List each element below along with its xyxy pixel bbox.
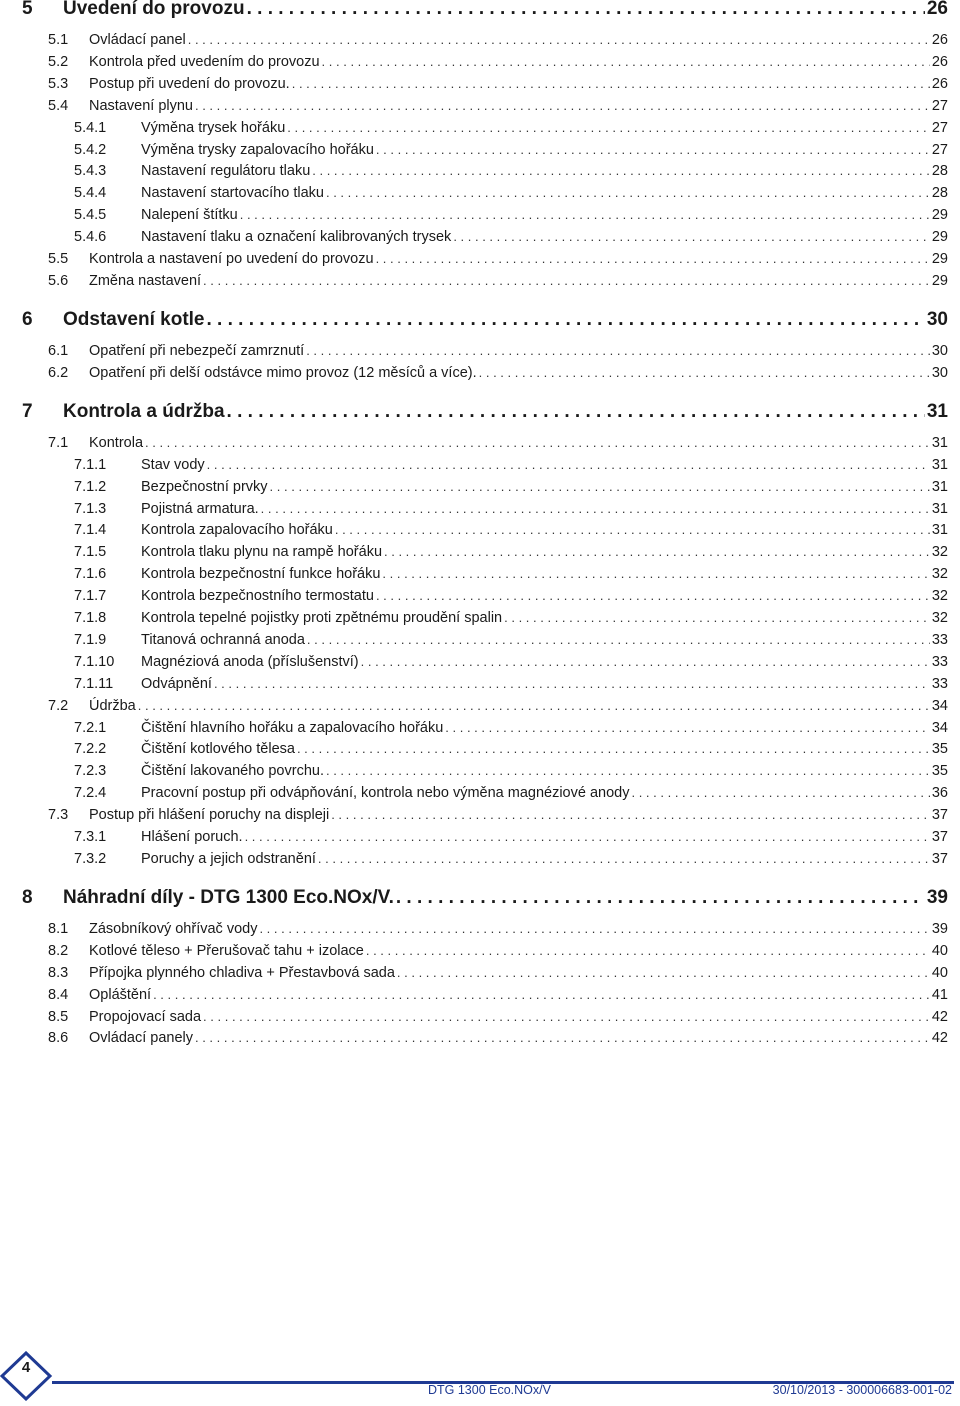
toc-title: Ovládací panel: [89, 32, 186, 48]
toc-section[interactable]: [48, 54, 948, 74]
toc-number: 7.1.10: [74, 653, 115, 670]
toc-number: 7.1.3: [74, 500, 107, 517]
toc-page-number: 29: [931, 207, 948, 224]
toc-page-number: 36: [931, 785, 948, 802]
toc-subsection[interactable]: [74, 479, 948, 499]
toc-number: 5.4.2: [74, 141, 107, 158]
toc-leader-dots: [153, 987, 930, 1002]
toc-title: Opláštění: [89, 986, 152, 1003]
toc-title: Čištění kotlového tělesa: [141, 741, 295, 758]
toc-leader-dots: [312, 163, 930, 178]
toc-leader-dots: [240, 207, 930, 222]
toc-number: 7.2.3: [74, 763, 107, 780]
toc-leader-dots: [292, 76, 930, 91]
toc-title: Čištění hlavního hořáku a zapalovacího hořáku: [141, 719, 444, 736]
toc-subsection[interactable]: [74, 720, 948, 740]
toc-subsection[interactable]: [74, 741, 948, 761]
toc-subsection[interactable]: [74, 763, 948, 783]
toc-leader-dots: [247, 0, 925, 20]
toc-leader-dots: [453, 229, 930, 244]
toc-number: 7.1.6: [74, 566, 107, 583]
toc-number: 8.3: [48, 964, 69, 981]
toc-subsection[interactable]: [74, 120, 948, 140]
toc-number: 7.3.1: [74, 829, 107, 845]
toc-number: 7.2: [48, 697, 69, 714]
toc-leader-dots: [366, 943, 930, 958]
toc-subsection[interactable]: [74, 588, 948, 608]
toc-title: Kontrola zapalovacího hořáku: [141, 522, 333, 539]
toc-title: Postup při hlášení poruchy na displeji: [89, 807, 330, 824]
footer-model: DTG 1300 Eco.NOx/V: [428, 1383, 551, 1397]
toc-leader-dots: [396, 887, 925, 909]
toc-leader-dots: [145, 435, 930, 450]
toc-title: Stav vody: [141, 456, 205, 473]
toc-subsection[interactable]: [74, 632, 948, 652]
toc-page-number: 40: [931, 964, 948, 981]
toc-leader-dots: [322, 54, 930, 69]
toc-leader-dots: [261, 501, 930, 516]
toc-leader-dots: [631, 785, 929, 800]
toc-leader-dots: [376, 588, 930, 603]
toc-title: Poruchy a jejich odstranění: [141, 850, 316, 867]
toc-number: 5.4.4: [74, 185, 107, 202]
toc-leader-dots: [397, 965, 930, 980]
toc-title: Kontrola a nastavení po uvedení do provozu: [89, 251, 374, 267]
toc-number: 8.4: [48, 986, 69, 1003]
toc-subsection[interactable]: [74, 142, 948, 162]
toc-section[interactable]: [48, 435, 948, 455]
toc-page-number: 41: [931, 986, 948, 1003]
toc-number: 7.2.4: [74, 785, 107, 802]
toc-title: Opatření při delší odstávce mimo provoz (12 měsíců a více).: [89, 364, 477, 381]
toc-section[interactable]: [48, 365, 948, 385]
toc-page-number: 26: [931, 75, 948, 92]
toc-title: Propojovací sada: [89, 1008, 202, 1025]
toc-leader-dots: [270, 479, 930, 494]
toc-leader-dots: [214, 676, 930, 691]
toc-subsection[interactable]: [74, 163, 948, 183]
toc-number: 5.2: [48, 53, 69, 70]
toc-page-number: 32: [931, 610, 948, 626]
toc-number: 5.3: [48, 75, 69, 92]
toc-chapter[interactable]: [22, 0, 948, 22]
toc-number: 7.2.1: [74, 719, 107, 736]
toc-chapter[interactable]: [22, 309, 948, 333]
toc-page-number: 31: [931, 456, 948, 473]
toc-title: Kontrola bezpečnostní funkce hořáku: [141, 566, 381, 583]
toc-page-number: 35: [931, 763, 948, 780]
toc-page-number: 27: [931, 141, 948, 158]
toc-title: Kotlové těleso + Přerušovač tahu + izolace: [89, 942, 364, 959]
toc-page-number: 32: [931, 566, 948, 583]
toc-number: 7.1.2: [74, 478, 107, 495]
toc-title: Pojistná armatura.: [141, 500, 259, 517]
toc-page-number: 39: [926, 886, 948, 908]
toc-number: 6.1: [48, 342, 69, 359]
toc-title: Uvedení do provozu: [63, 0, 245, 19]
toc-number: 5.4.1: [74, 119, 107, 136]
toc-page-number: 29: [931, 229, 948, 246]
toc-subsection[interactable]: [74, 654, 948, 674]
toc-number: 7.1.5: [74, 544, 107, 561]
toc-number: 7.1.9: [74, 631, 107, 648]
toc-number: 7.1.11: [74, 675, 114, 692]
toc-subsection[interactable]: [74, 851, 948, 871]
footer-doc-ref: 30/10/2013 - 300006683-001-02: [772, 1383, 952, 1397]
toc-page-number: 33: [931, 653, 948, 670]
toc-page-number: 30: [931, 342, 948, 359]
toc-leader-dots: [138, 698, 930, 713]
toc-page-number: 32: [931, 544, 948, 561]
toc-leader-dots: [306, 343, 930, 358]
toc-number: 7.3: [48, 807, 69, 824]
toc-leader-dots: [335, 522, 930, 537]
toc-leader-dots: [479, 365, 930, 380]
toc-number: 5.4: [48, 97, 69, 114]
toc-page-number: 29: [931, 251, 948, 267]
toc-subsection[interactable]: [74, 566, 948, 586]
toc-leader-dots: [259, 921, 929, 936]
toc-title: Nastavení plynu: [89, 97, 193, 114]
toc-title: Postup při uvedení do provozu.: [89, 75, 290, 92]
toc-page-number: 27: [931, 119, 948, 136]
toc-number: 5.6: [48, 272, 69, 289]
toc-leader-dots: [361, 654, 930, 669]
toc-title: Nastavení regulátoru tlaku: [141, 163, 311, 180]
toc-leader-dots: [331, 807, 930, 822]
toc-number: 7.3.2: [74, 850, 107, 867]
toc-section[interactable]: [48, 76, 948, 96]
toc-page-number: 37: [931, 829, 948, 845]
toc-title: Bezpečnostní prvky: [141, 478, 268, 495]
toc-subsection[interactable]: [74, 185, 948, 205]
toc-subsection[interactable]: [74, 457, 948, 477]
toc-page-number: 31: [931, 522, 948, 539]
toc-page-number: 37: [931, 850, 948, 867]
toc-number: 8.5: [48, 1008, 69, 1025]
toc-section[interactable]: [48, 965, 948, 985]
toc-leader-dots: [504, 610, 930, 625]
toc-leader-dots: [287, 120, 930, 135]
toc-section[interactable]: [48, 343, 948, 363]
toc-page-number: 28: [931, 185, 948, 202]
toc-title: Náhradní díly - DTG 1300 Eco.NOx/V.: [63, 886, 394, 908]
toc-number: 7.1: [48, 434, 69, 451]
toc-title: Kontrola tepelné pojistky proti zpětnému proudění spalin: [141, 610, 503, 626]
toc-subsection[interactable]: [74, 829, 948, 849]
toc-subsection[interactable]: [74, 544, 948, 564]
toc-leader-dots: [195, 98, 930, 113]
toc-section[interactable]: [48, 1030, 948, 1050]
toc-number: 5.1: [48, 32, 69, 48]
toc-section[interactable]: [48, 698, 948, 718]
toc-leader-dots: [445, 720, 930, 735]
toc-leader-dots: [203, 1009, 930, 1024]
toc-leader-dots: [207, 457, 930, 472]
toc-title: Kontrola bezpečnostního termostatu: [141, 588, 374, 605]
toc-page-number: 30: [931, 364, 948, 381]
toc-title: Nalepení štítku: [141, 207, 238, 224]
toc-page-number: 42: [931, 1030, 948, 1047]
toc-subsection[interactable]: [74, 610, 948, 630]
toc-leader-dots: [376, 142, 930, 157]
toc-title: Kontrola a údržba: [63, 400, 225, 422]
toc-page-number: 30: [926, 308, 948, 330]
toc-number: 7.1.7: [74, 588, 107, 605]
toc-section[interactable]: [48, 1009, 948, 1029]
toc-page-number: 37: [931, 807, 948, 824]
toc-subsection[interactable]: [74, 676, 948, 696]
toc-page-number: 33: [931, 631, 948, 648]
toc-leader-dots: [376, 251, 930, 266]
toc-page-number: 34: [931, 719, 948, 736]
page-footer: [0, 1345, 960, 1404]
toc-leader-dots: [245, 829, 930, 844]
toc-title: Změna nastavení: [89, 272, 202, 289]
toc-leader-dots: [318, 851, 930, 866]
toc-page-number: 31: [931, 434, 948, 451]
toc-number: 5.5: [48, 251, 69, 267]
page-number: 4: [21, 1359, 31, 1376]
toc-page-number: 29: [931, 272, 948, 289]
toc-leader-dots: [203, 273, 930, 288]
toc-title: Titanová ochranná anoda: [141, 631, 305, 648]
toc-leader-dots: [297, 741, 930, 756]
toc-page-number: 27: [931, 97, 948, 114]
toc-page-number: 31: [931, 500, 948, 517]
toc-number: 8.6: [48, 1030, 69, 1047]
toc-number: 6: [22, 308, 33, 330]
toc-page-number: 31: [931, 478, 948, 495]
toc-section[interactable]: [48, 32, 948, 52]
toc-subsection[interactable]: [74, 229, 948, 249]
toc-leader-dots: [326, 763, 930, 778]
toc-page-number: 39: [931, 920, 948, 937]
toc-number: 8.2: [48, 942, 69, 959]
toc-section[interactable]: [48, 807, 948, 827]
toc-title: Kontrola tlaku plynu na rampě hořáku: [141, 544, 383, 561]
toc-leader-dots: [326, 185, 930, 200]
toc-page-number: 34: [931, 697, 948, 714]
toc-title: Údržba: [89, 697, 136, 714]
toc-number: 8.1: [48, 920, 69, 937]
toc-page-number: 35: [931, 741, 948, 758]
toc-chapter[interactable]: [22, 887, 948, 911]
toc-page-number: 26: [926, 0, 948, 19]
toc-title: Výměna trysek hořáku: [141, 119, 286, 136]
toc-section[interactable]: [48, 987, 948, 1007]
toc-section[interactable]: [48, 921, 948, 941]
toc-number: 7.1.1: [74, 456, 107, 473]
toc-number: 7.1.8: [74, 610, 107, 626]
toc-leader-dots: [195, 1030, 930, 1045]
toc-title: Kontrola: [89, 434, 144, 451]
toc-leader-dots: [384, 544, 930, 559]
toc-title: Kontrola před uvedením do provozu: [89, 53, 320, 70]
toc-section[interactable]: [48, 273, 948, 293]
toc-leader-dots: [207, 309, 925, 331]
toc-section[interactable]: [48, 98, 948, 118]
toc-page-number: 32: [931, 588, 948, 605]
toc-leader-dots: [188, 32, 930, 47]
toc-title: Odstavení kotle: [63, 308, 205, 330]
toc-title: Odvápnění: [141, 675, 212, 692]
toc-title: Ovládací panely: [89, 1030, 193, 1047]
toc-section[interactable]: [48, 943, 948, 963]
toc-title: Zásobníkový ohřívač vody: [89, 920, 258, 937]
toc-number: 5.4.6: [74, 229, 107, 246]
toc-page-number: 26: [931, 53, 948, 70]
toc-title: Nastavení tlaku a označení kalibrovaných trysek: [141, 229, 452, 246]
toc-subsection[interactable]: [74, 207, 948, 227]
toc-section[interactable]: [48, 251, 948, 271]
toc-number: 6.2: [48, 364, 69, 381]
toc-leader-dots: [227, 401, 925, 423]
toc-number: 8: [22, 886, 33, 908]
toc-page-number: 33: [931, 675, 948, 692]
toc-chapter[interactable]: [22, 401, 948, 425]
toc-title: Magnéziová anoda (příslušenství): [141, 653, 359, 670]
toc-title: Hlášení poruch.: [141, 829, 243, 845]
toc-number: 5.4.3: [74, 163, 107, 180]
toc-title: Přípojka plynného chladiva + Přestavbová sada: [89, 964, 395, 981]
toc-title: Opatření při nebezpečí zamrznutí: [89, 342, 305, 359]
toc-subsection[interactable]: [74, 522, 948, 542]
toc-subsection[interactable]: [74, 785, 948, 805]
toc-page-number: 31: [926, 400, 948, 422]
toc-page-number: 26: [931, 32, 948, 48]
toc-title: Čištění lakovaného povrchu.: [141, 763, 324, 780]
toc-page-number: 42: [931, 1008, 948, 1025]
toc-page-number: 28: [931, 163, 948, 180]
toc-number: 7: [22, 400, 33, 422]
toc-number: 7.1.4: [74, 522, 107, 539]
toc-title: Výměna trysky zapalovacího hořáku: [141, 141, 374, 158]
toc-leader-dots: [382, 566, 929, 581]
toc-number: 7.2.2: [74, 741, 107, 758]
toc-subsection[interactable]: [74, 501, 948, 521]
toc-title: Nastavení startovacího tlaku: [141, 185, 324, 202]
toc-leader-dots: [307, 632, 930, 647]
toc-title: Pracovní postup při odvápňování, kontrola nebo výměna magnéziové anody: [141, 785, 630, 802]
toc-number: 5.4.5: [74, 207, 107, 224]
toc-page-number: 40: [931, 942, 948, 959]
toc-number: 5: [22, 0, 33, 19]
